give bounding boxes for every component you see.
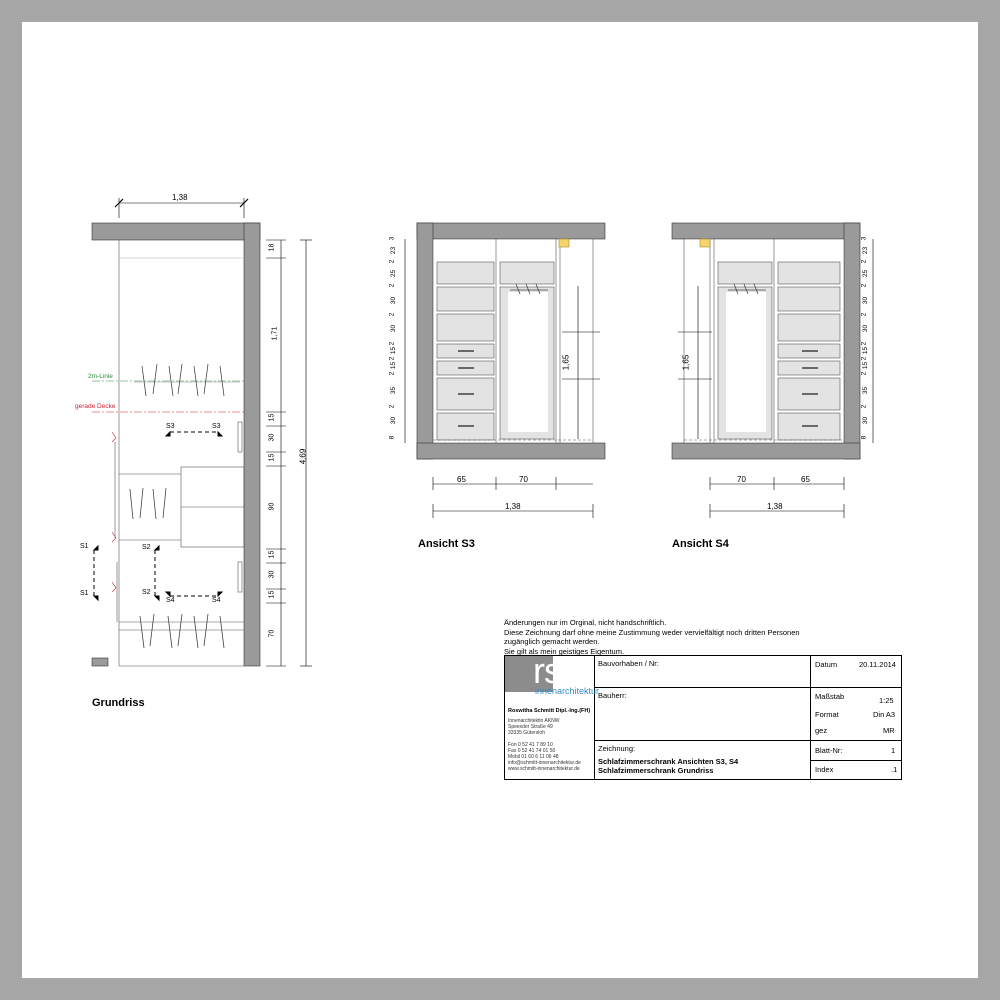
note-line: Änderungen nur im Orginal, nicht handschriftlich. xyxy=(504,618,667,627)
hanger-group-middle xyxy=(130,488,166,519)
label-ceiling-line: gerade Decke xyxy=(75,403,116,410)
zeichnung-cell xyxy=(595,741,811,779)
plan-wall-left-stub xyxy=(92,658,108,666)
massstab-value: 1:25 xyxy=(879,696,894,705)
s4-hang-height: 1,65 xyxy=(681,354,691,371)
datum-label: Datum xyxy=(815,660,838,669)
drawing-sheet xyxy=(22,22,978,978)
section-mark-s2-bottom: S2 xyxy=(142,589,151,596)
height-dim-label: 3 xyxy=(388,237,396,241)
height-dim-label: 15 xyxy=(390,362,398,370)
format-label: Format xyxy=(815,710,839,719)
height-dim-label: 35 xyxy=(390,386,398,394)
note-line: Diese Zeichnung darf ohne meine Zustimmung weder vervielfältigt noch dritten Personen xyxy=(504,627,800,637)
title-grundriss: Grundriss xyxy=(92,697,145,709)
firm-name: Roswitha Schmitt Dipl.-Ing.(FH) xyxy=(508,708,591,714)
logo-subtitle: innenarchitektur xyxy=(535,686,600,696)
plan-segment-label: 1,71 xyxy=(271,326,279,341)
firm-cell xyxy=(505,650,600,779)
bauvorhaben-cell xyxy=(595,656,811,688)
height-dim-label: 30 xyxy=(862,417,870,425)
height-dim-label: 25 xyxy=(862,270,870,278)
plan-segment-label: 18 xyxy=(268,243,276,252)
blatt-value: 1 xyxy=(891,746,896,755)
section-mark-s1-top: S1 xyxy=(80,543,89,550)
section-s3-plan xyxy=(166,432,222,436)
height-dim-label: 8 xyxy=(388,436,396,440)
hanger-group-bottom xyxy=(119,614,244,648)
plan-wall-top xyxy=(92,223,260,240)
s4-total-width: 1,38 xyxy=(767,502,783,511)
height-dim-label: 35 xyxy=(862,386,870,394)
height-dim-label: 2 xyxy=(388,371,396,376)
blatt-cell xyxy=(811,741,901,761)
height-dim-label: 2 xyxy=(860,312,868,317)
height-dim-label: 2 xyxy=(860,259,868,264)
plan-segment-label: 15 xyxy=(268,413,276,422)
gez-label: gez xyxy=(815,726,828,735)
height-dim-label: 15 xyxy=(390,347,398,355)
plan-segment-label: 30 xyxy=(268,570,276,579)
note-line: Sie gilt als mein geistiges Eigentum. xyxy=(504,646,625,656)
height-dim-label: 15 xyxy=(862,362,870,370)
height-dim-label: 2 xyxy=(860,371,868,376)
massstab-label: Maßstab xyxy=(815,692,845,701)
height-dim-label: 2 xyxy=(388,284,396,288)
index-value: .1 xyxy=(891,765,898,774)
plan-width-label: 1,38 xyxy=(172,193,188,202)
section-s1-plan xyxy=(94,546,98,600)
hanger-group-top xyxy=(134,364,240,396)
height-dim-label: 2 xyxy=(388,404,396,409)
height-dim-label: 25 xyxy=(390,270,398,278)
datum-cell xyxy=(811,656,901,688)
height-dim-label: 23 xyxy=(862,246,870,255)
plan-segment-label: 30 xyxy=(268,433,276,442)
plan-segment-label: 90 xyxy=(268,502,276,510)
s3-width-right: 70 xyxy=(519,475,528,484)
floor-plan xyxy=(92,198,312,666)
zeichnung-line-2: Schlafzimmerschrank Grundriss xyxy=(598,766,714,775)
section-mark-s1-bottom: S1 xyxy=(80,590,89,597)
title-ansicht-s4: Ansicht S4 xyxy=(672,538,729,550)
plan-total-label: 4,69 xyxy=(298,448,308,465)
height-dim-label: 30 xyxy=(862,296,870,304)
section-mark-s4-left: S4 xyxy=(166,597,175,604)
shelf-unit-plan xyxy=(119,467,244,547)
height-dim-label: 2 xyxy=(860,356,868,361)
height-dim-label: 2 xyxy=(388,312,396,317)
s4-width-left: 70 xyxy=(737,475,746,484)
height-dim-label: 15 xyxy=(862,347,870,355)
s3-hang-height: 1,65 xyxy=(561,354,571,371)
height-dim-label: 2 xyxy=(388,341,396,345)
blatt-label: Blatt-Nr: xyxy=(815,746,843,755)
section-s4-plan xyxy=(166,592,222,596)
bauherr-label: Bauherr: xyxy=(598,691,627,700)
plan-segment-label: 70 xyxy=(268,629,276,637)
s3-width-left: 65 xyxy=(457,475,466,484)
section-s2-plan xyxy=(155,546,159,600)
gez-value: MR xyxy=(883,726,895,735)
format-value: Din A3 xyxy=(873,710,896,719)
index-cell xyxy=(811,761,901,779)
elevation-s3 xyxy=(405,223,605,518)
height-dim-label: 2 xyxy=(388,259,396,264)
datum-value: 20.11.2014 xyxy=(859,660,896,669)
height-dim-label: 23 xyxy=(390,246,398,255)
section-mark-s3-left: S3 xyxy=(166,423,175,430)
bauherr-cell xyxy=(595,688,811,741)
zeichnung-label: Zeichnung: xyxy=(598,744,636,753)
height-dim-label: 30 xyxy=(862,325,870,333)
drawing-canvas xyxy=(22,22,978,978)
height-dim-label: 30 xyxy=(390,417,398,425)
s3-total-width: 1,38 xyxy=(505,502,521,511)
label-2m-line: 2m-Linie xyxy=(88,373,113,380)
height-dim-label: 30 xyxy=(390,296,398,304)
index-label: Index xyxy=(815,765,834,774)
plan-wall-right xyxy=(244,223,260,666)
logo-mark: rs xyxy=(533,650,561,691)
elevation-s4 xyxy=(672,223,873,518)
height-dim-label: 2 xyxy=(388,356,396,361)
section-mark-s4-right: S4 xyxy=(212,597,221,604)
firm-address: Innenarchitektin AKNW Speexder Straße 49 33335 Gütersloh Fon 0 52 41 7 89 10 Fax 0 52 41 74 01 50 Mobil 01 60 6 11 06 48 info@schmitt-innenarchitektur.de www.schmitt-innenarchitektur.de xyxy=(508,718,581,772)
s4-width-right: 65 xyxy=(801,475,810,484)
height-dim-label: 2 xyxy=(860,341,868,345)
height-dim-label: 2 xyxy=(860,284,868,288)
height-dim-label: 2 xyxy=(860,404,868,409)
section-mark-s2-top: S2 xyxy=(142,544,151,551)
plan-segment-label: 15 xyxy=(268,453,276,462)
height-dim-label: 3 xyxy=(860,237,868,241)
bauvorhaben-label: Bauvorhaben / Nr: xyxy=(598,659,659,668)
height-dim-label: 30 xyxy=(390,325,398,333)
zeichnung-line-1: Schlafzimmerschrank Ansichten S3, S4 xyxy=(598,757,739,766)
height-dim-label: 8 xyxy=(860,436,868,440)
title-ansicht-s3: Ansicht S3 xyxy=(418,538,475,550)
plan-segment-label: 15 xyxy=(268,590,276,599)
plan-segment-label: 15 xyxy=(268,550,276,559)
note-line: zugänglich gemacht werden. xyxy=(504,637,600,646)
format-cell xyxy=(811,688,901,741)
section-mark-s3-right: S3 xyxy=(212,423,221,430)
s4-width-dimension xyxy=(710,477,844,518)
